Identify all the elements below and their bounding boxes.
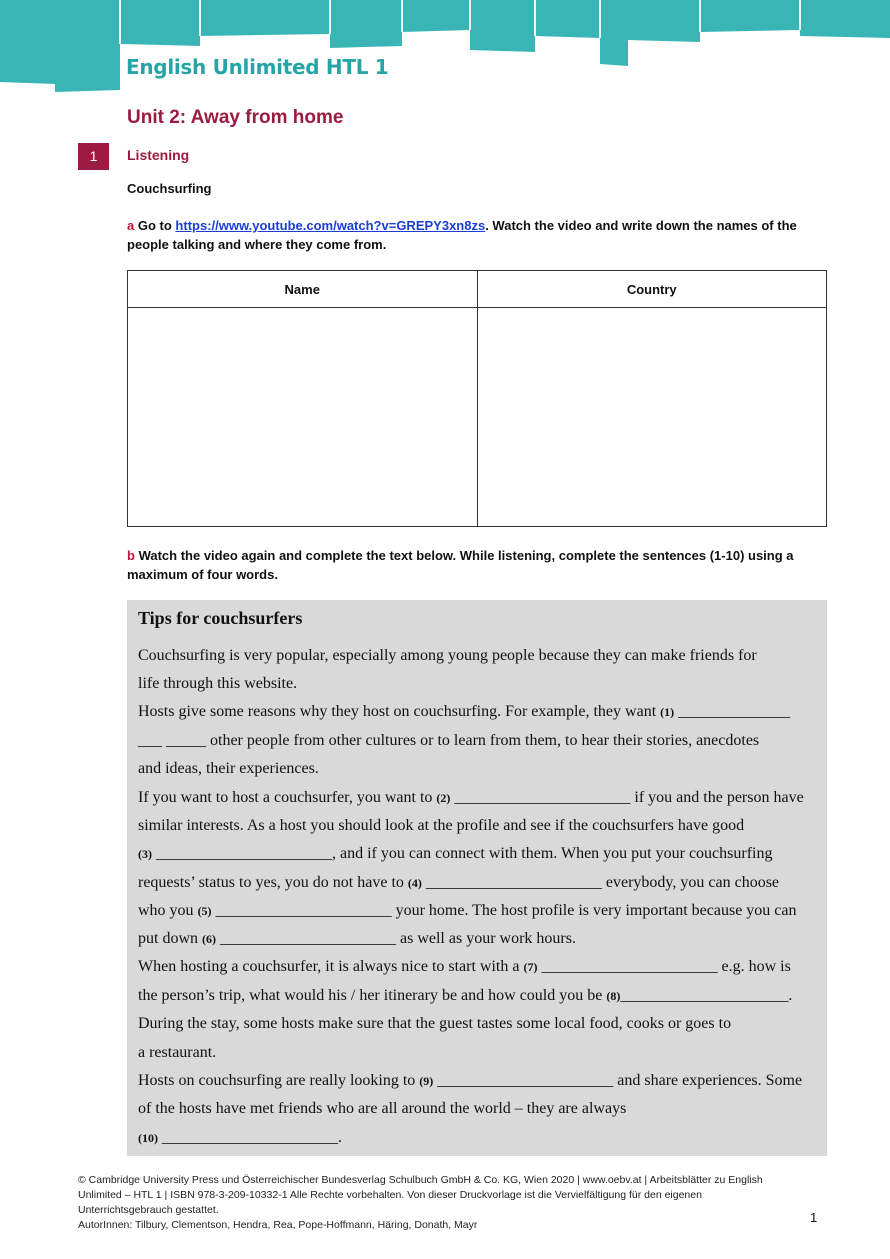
header-banner <box>0 0 890 95</box>
gap-blank[interactable]: ______________________ e.g. how is <box>541 958 791 975</box>
task-a-letter: a <box>127 218 135 233</box>
unit-title: Unit 2: Away from home <box>127 107 344 128</box>
exercise-number-badge: 1 <box>78 143 109 170</box>
gap-blank[interactable]: ______________________ if you and the person have <box>454 789 804 806</box>
footer <box>78 1173 798 1233</box>
text-line: and ideas, their experiences. <box>138 760 319 777</box>
gap-number: (2) <box>436 791 451 805</box>
gap-number: (7) <box>523 960 538 974</box>
task-a-instructions <box>127 216 827 254</box>
tips-box <box>127 600 827 1156</box>
task-a-text-after: . Watch the video and write down the names of the people talking and where they come from. <box>127 218 797 252</box>
gap-number: (6) <box>202 932 216 946</box>
authors-line: AutorInnen: Tilbury, Clementson, Hendra, Rea, Pope-Hoffmann, Häring, Donath, Mayr <box>78 1219 478 1231</box>
brand-logo: English Unlimited HTL 1 <box>126 55 389 79</box>
task-b-text: Watch the video again and complete the text below. While listening, complete the sentences (1-10) using a maximum of four words. <box>127 548 794 582</box>
name-answer-cell[interactable] <box>128 308 478 527</box>
answer-table <box>127 270 827 527</box>
exercise-subtitle: Couchsurfing <box>127 181 212 196</box>
task-b-instructions <box>127 546 827 584</box>
gap-number: (1) <box>660 705 675 719</box>
text-line: Hosts give some reasons why they host on couchsurfing. For example, they want (1) ______________ <box>138 703 791 720</box>
table-header-country: Country <box>477 271 827 308</box>
tips-title: Tips for couchsurfers <box>138 608 303 628</box>
text-line: who you (5) ______________________ your home. The host profile is very important because you can <box>138 902 797 919</box>
gap-blank[interactable]: ______________ <box>678 703 791 720</box>
country-answer-cell[interactable] <box>477 308 827 527</box>
gap-blank[interactable]: ______________________. <box>162 1129 342 1146</box>
text-line: ___ _____ other people from other cultures or to learn from them, to hear their stories, anecdotes <box>138 732 760 749</box>
task-a-text-before: Go to <box>137 218 172 233</box>
gap-number: (3) <box>138 847 152 861</box>
gap-blank[interactable]: _____ <box>166 732 206 749</box>
text-line: the person’s trip, what would his / her itinerary be and how could you be (8)_____________________. <box>138 987 793 1004</box>
text-line: similar interests. As a host you should look at the profile and see if the couchsurfers have good <box>138 817 745 834</box>
text-line: Couchsurfing is very popular, especially among young people because they can make friends for <box>138 647 757 664</box>
text-line: Hosts on couchsurfing are really looking to (9) ______________________ and share experiences. Some <box>138 1072 803 1089</box>
video-link[interactable]: https://www.youtube.com/watch?v=GREPY3xn8zs <box>175 218 486 233</box>
gap-number: (8) <box>606 989 621 1003</box>
text-line <box>138 1128 342 1148</box>
section-title: Listening <box>127 147 190 163</box>
gap-blank[interactable]: ______________________ everybody, you can choose <box>425 874 780 891</box>
text-line: If you want to host a couchsurfer, you want to (2) ______________________ if you and the person have <box>138 789 804 806</box>
gap-blank[interactable]: _____________________. <box>620 987 793 1004</box>
text-line: During the stay, some hosts make sure that the guest tastes some local food, cooks or goes to <box>138 1015 732 1032</box>
gap-number: (4) <box>407 876 422 890</box>
text-line: put down (6) ______________________ as well as your work hours. <box>138 930 576 947</box>
text-line <box>138 844 772 864</box>
table-header-name: Name <box>128 271 478 308</box>
gap-blank[interactable]: ______________________ as well as your work hours. <box>220 930 576 947</box>
gap-blank[interactable]: ______________________ and share experiences. Some <box>437 1072 803 1089</box>
text-line: a restaurant. <box>138 1044 217 1061</box>
text-line: When hosting a couchsurfer, it is always nice to start with a (7) ______________________ e.g. how is <box>138 958 791 975</box>
gap-blank[interactable]: ___ <box>138 732 166 749</box>
gap-number: (9) <box>419 1074 434 1088</box>
text-line: of the hosts have met friends who are all around the world – they are always <box>138 1100 627 1117</box>
task-b-letter: b <box>127 548 135 563</box>
text-line: life through this website. <box>138 675 298 692</box>
page-number: 1 <box>810 1210 818 1225</box>
gap-number: (5) <box>197 904 212 918</box>
gap-blank[interactable]: ______________________, and if you can connect with them. When you put your couchsurfing <box>156 845 773 862</box>
gap-number: (10) <box>138 1131 158 1145</box>
text-line: requests’ status to yes, you do not have to (4) ______________________ everybody, you can choose <box>138 874 780 891</box>
gap-blank[interactable]: ______________________ your home. The host profile is very important because you can <box>215 902 797 919</box>
copyright-notice: © Cambridge University Press und Österreichischer Bundesverlag Schulbuch GmbH & Co. KG, Wien 2020 | www.oebv.at | Arbeitsblätter zu English Unlimited – HTL 1 | ISBN 978-3-209-10332-1 Alle Rechte vorbehalten. Von dieser Druckvorlage ist die Vervielfältigung für den eigenen Unterrichtsgebrauch gestattet. <box>78 1174 763 1216</box>
